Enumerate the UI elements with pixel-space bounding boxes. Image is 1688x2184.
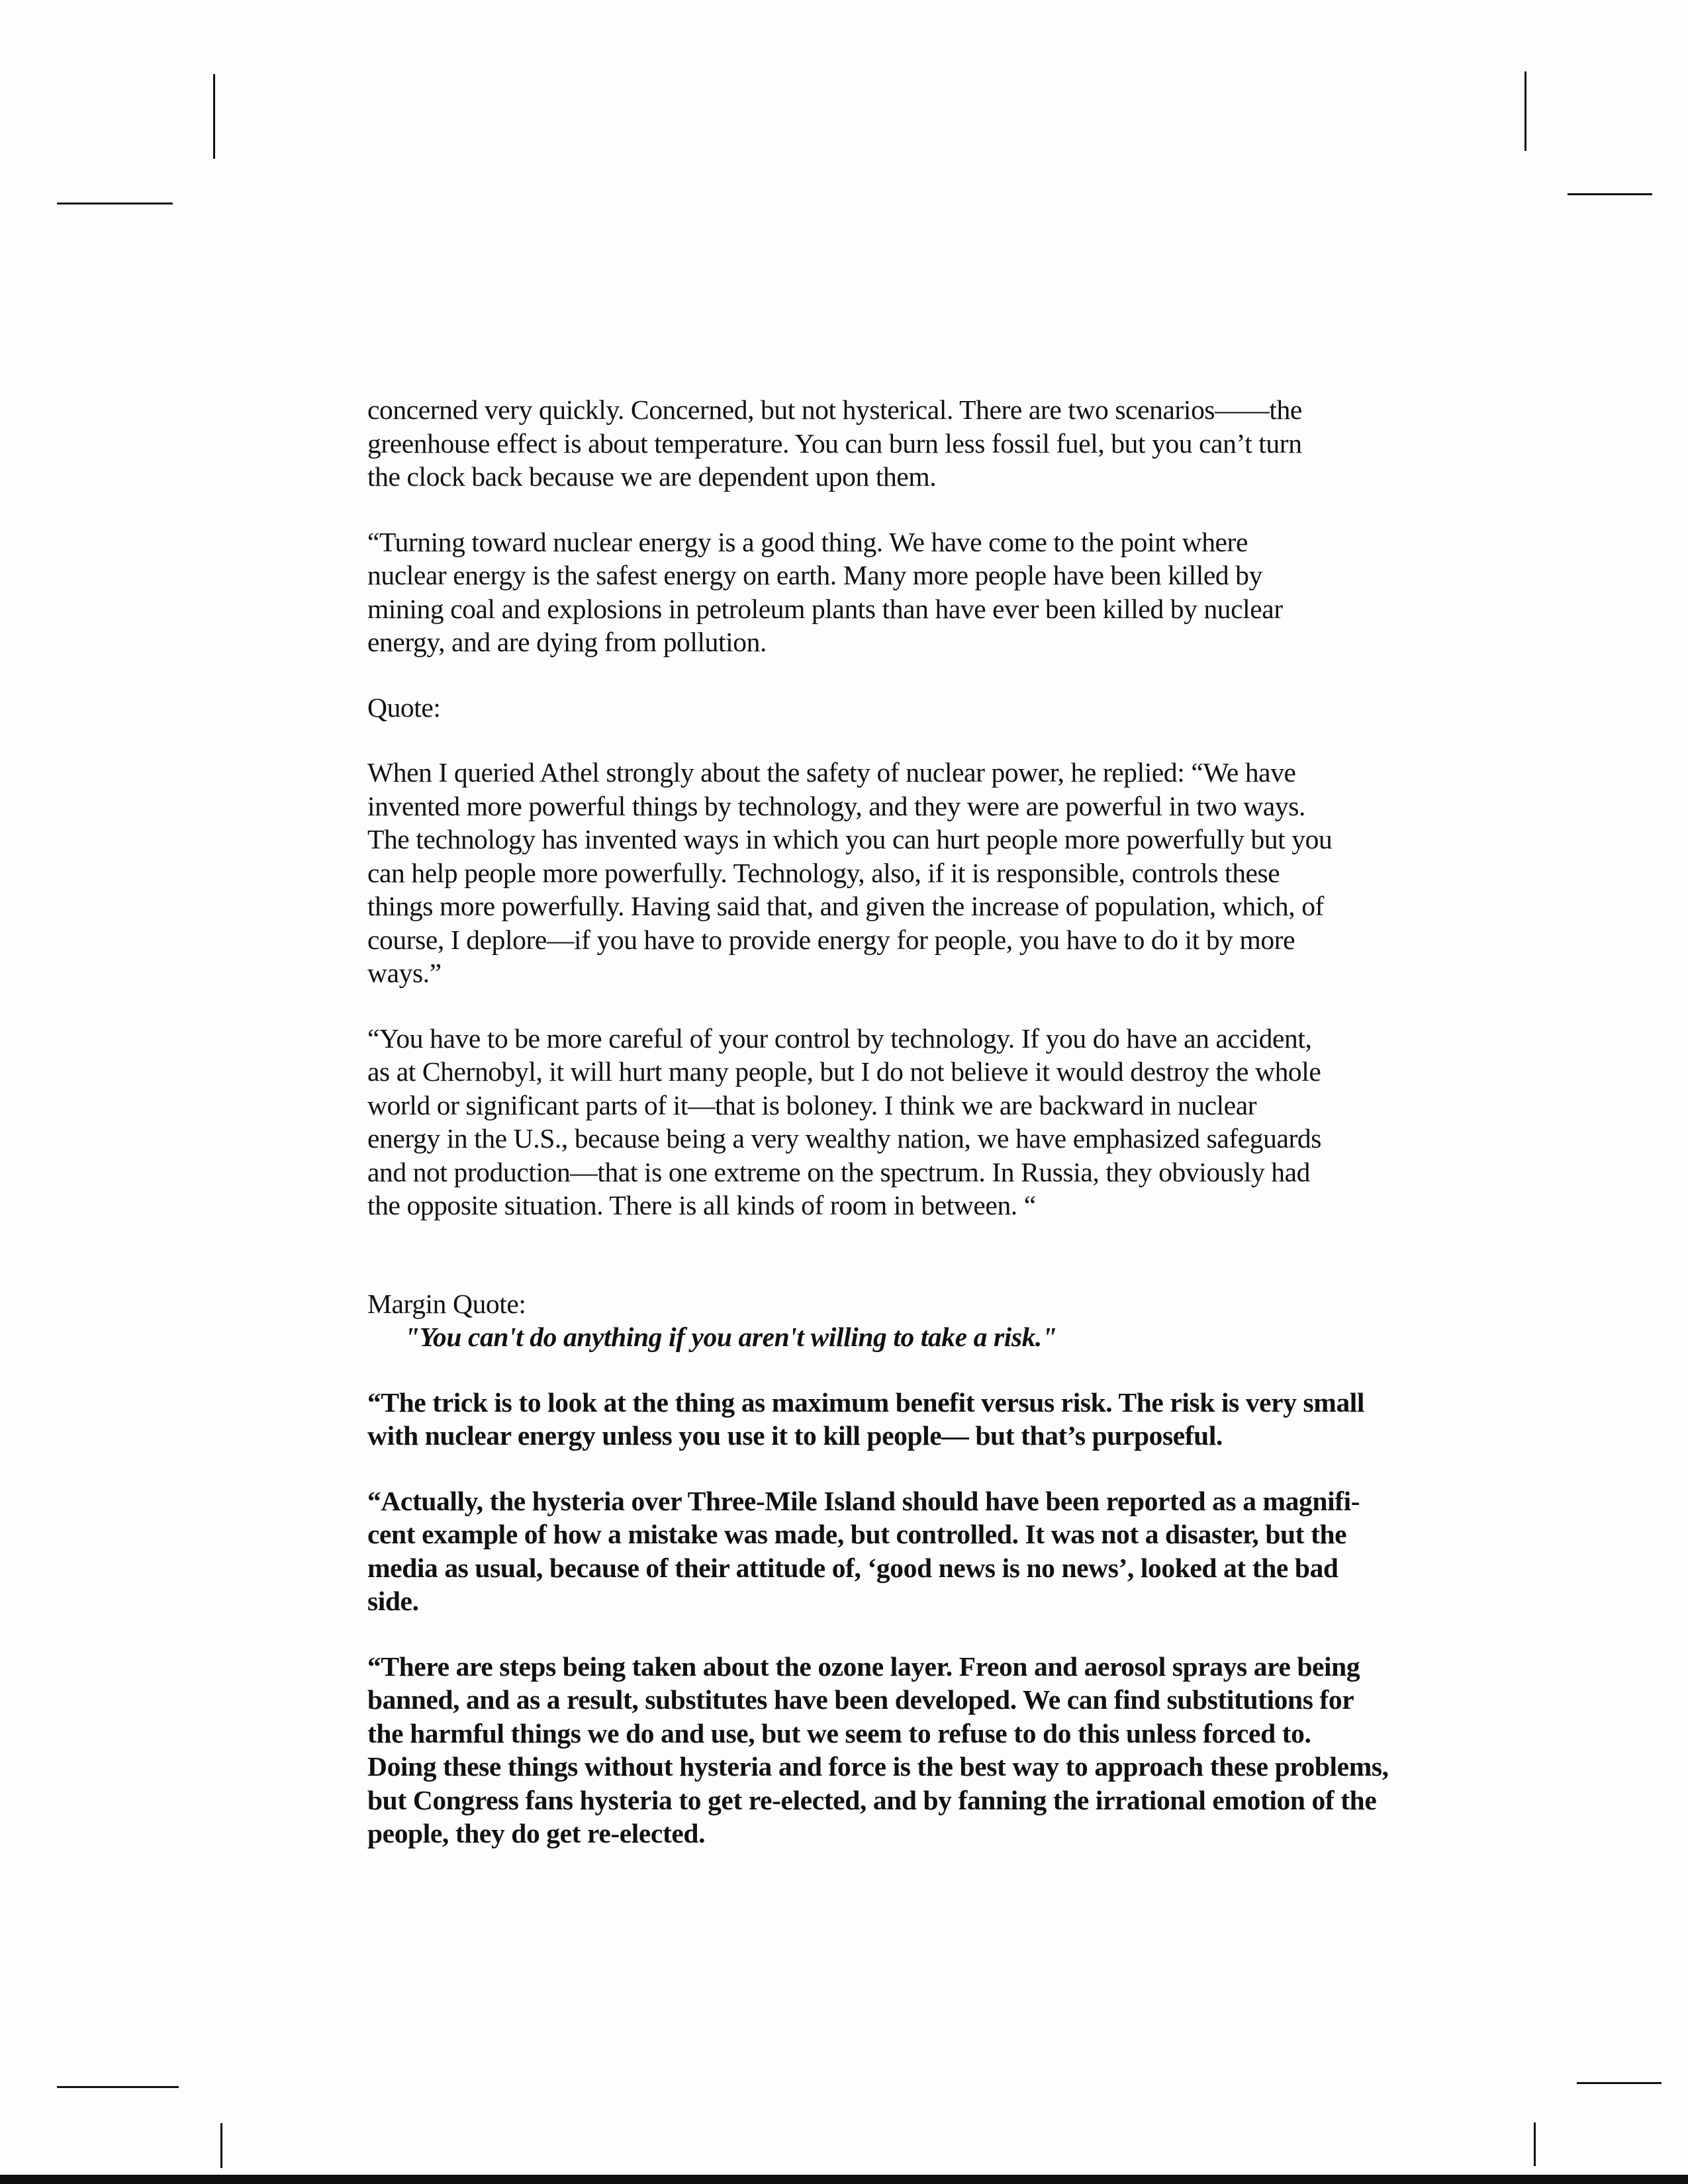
text-line: people, they do get re-elected. <box>367 1818 706 1848</box>
paragraph-ozone-layer <box>367 1650 1393 1850</box>
text-line: cent example of how a mistake was made, but controlled. It was not a disaster, but the <box>367 1519 1347 1549</box>
text-line: the opposite situation. There is all kinds of room in between. “ <box>367 1190 1036 1220</box>
text-line: invented more powerful things by technology, and they were are powerful in two ways. <box>367 790 1305 821</box>
text-line: the harmful things we do and use, but we seem to refuse to do this unless forced to. <box>367 1717 1311 1749</box>
text-line: “The trick is to look at the thing as maximum benefit versus risk. The risk is very small <box>367 1387 1365 1418</box>
scan-bottom-edge <box>0 2175 1688 2184</box>
quote-label-text: Quote: <box>367 692 441 723</box>
crop-mark-top-left-horizontal <box>57 203 173 205</box>
text-line: the clock back because we are dependent upon them. <box>367 461 937 492</box>
paragraph-safety-query <box>367 756 1393 990</box>
text-line: as at Chernobyl, it will hurt many people, but I do not believe it would destroy the whole <box>367 1056 1321 1087</box>
crop-mark-top-left-vertical <box>213 74 215 159</box>
text-line: course, I deplore—if you have to provide energy for people, you have to do it by more <box>367 924 1295 955</box>
text-line: energy in the U.S., because being a very wealthy nation, we have emphasized safeguards <box>367 1123 1322 1154</box>
crop-mark-bottom-left-horizontal <box>57 2086 179 2088</box>
paragraph-greenhouse <box>367 393 1393 494</box>
paragraph-three-mile-island <box>367 1484 1393 1618</box>
text-line: “Actually, the hysteria over Three-Mile Island should have been reported as a magnifi- <box>367 1485 1360 1516</box>
text-line: “You have to be more careful of your control by technology. If you do have an accident, <box>367 1023 1312 1054</box>
text-line: side. <box>367 1586 419 1616</box>
text-line: Doing these things without hysteria and force is the best way to approach these problems, <box>367 1751 1389 1782</box>
crop-mark-top-right-vertical <box>1524 71 1526 151</box>
crop-mark-top-right-horizontal <box>1568 193 1652 195</box>
paragraph-benefit-risk <box>367 1386 1393 1453</box>
crop-mark-bottom-left-vertical <box>220 2123 222 2168</box>
document-body <box>367 393 1393 1882</box>
text-line: energy, and are dying from pollution. <box>367 627 767 657</box>
text-line: nuclear energy is the safest energy on earth. Many more people have been killed by <box>367 560 1262 590</box>
text-line: greenhouse effect is about temperature. You can burn less fossil fuel, but you can’t turn <box>367 428 1302 459</box>
paragraph-chernobyl <box>367 1022 1393 1222</box>
text-line: The technology has invented ways in which you can hurt people more powerfully but you <box>367 824 1333 854</box>
text-line: media as usual, because of their attitude of, ‘good news is no news’, looked at the bad <box>367 1552 1338 1583</box>
margin-quote <box>367 1287 1393 1354</box>
text-line: things more powerfully. Having said that, and given the increase of population, which, of <box>367 891 1324 921</box>
text-line: and not production—that is one extreme on the spectrum. In Russia, they obviously had <box>367 1156 1310 1187</box>
margin-quote-text: "You can't do anything if you aren't willing to take a risk." <box>404 1322 1057 1352</box>
crop-mark-bottom-right-horizontal <box>1577 2082 1662 2084</box>
paragraph-nuclear-energy <box>367 525 1393 659</box>
quote-label <box>367 691 1393 725</box>
text-line: mining coal and explosions in petroleum plants than have ever been killed by nuclear <box>367 593 1283 624</box>
text-line: but Congress fans hysteria to get re-elected, and by fanning the irrational emotion of the <box>367 1784 1377 1815</box>
text-line: “Turning toward nuclear energy is a good thing. We have come to the point where <box>367 526 1248 557</box>
text-line: When I queried Athel strongly about the safety of nuclear power, he replied: “We have <box>367 757 1296 788</box>
crop-mark-bottom-right-vertical <box>1534 2122 1536 2166</box>
text-line: world or significant parts of it—that is boloney. I think we are backward in nuclear <box>367 1089 1257 1120</box>
text-line: concerned very quickly. Concerned, but not hysterical. There are two scenarios——the <box>367 394 1302 425</box>
text-line: can help people more powerfully. Technology, also, if it is responsible, controls these <box>367 857 1280 888</box>
text-line: with nuclear energy unless you use it to kill people— but that’s purposeful. <box>367 1420 1223 1451</box>
margin-quote-label: Margin Quote: <box>367 1288 526 1319</box>
text-line: banned, and as a result, substitutes have been developed. We can find substitutions for <box>367 1684 1354 1715</box>
text-line: ways.” <box>367 958 442 988</box>
text-line: “There are steps being taken about the ozone layer. Freon and aerosol sprays are being <box>367 1651 1360 1682</box>
